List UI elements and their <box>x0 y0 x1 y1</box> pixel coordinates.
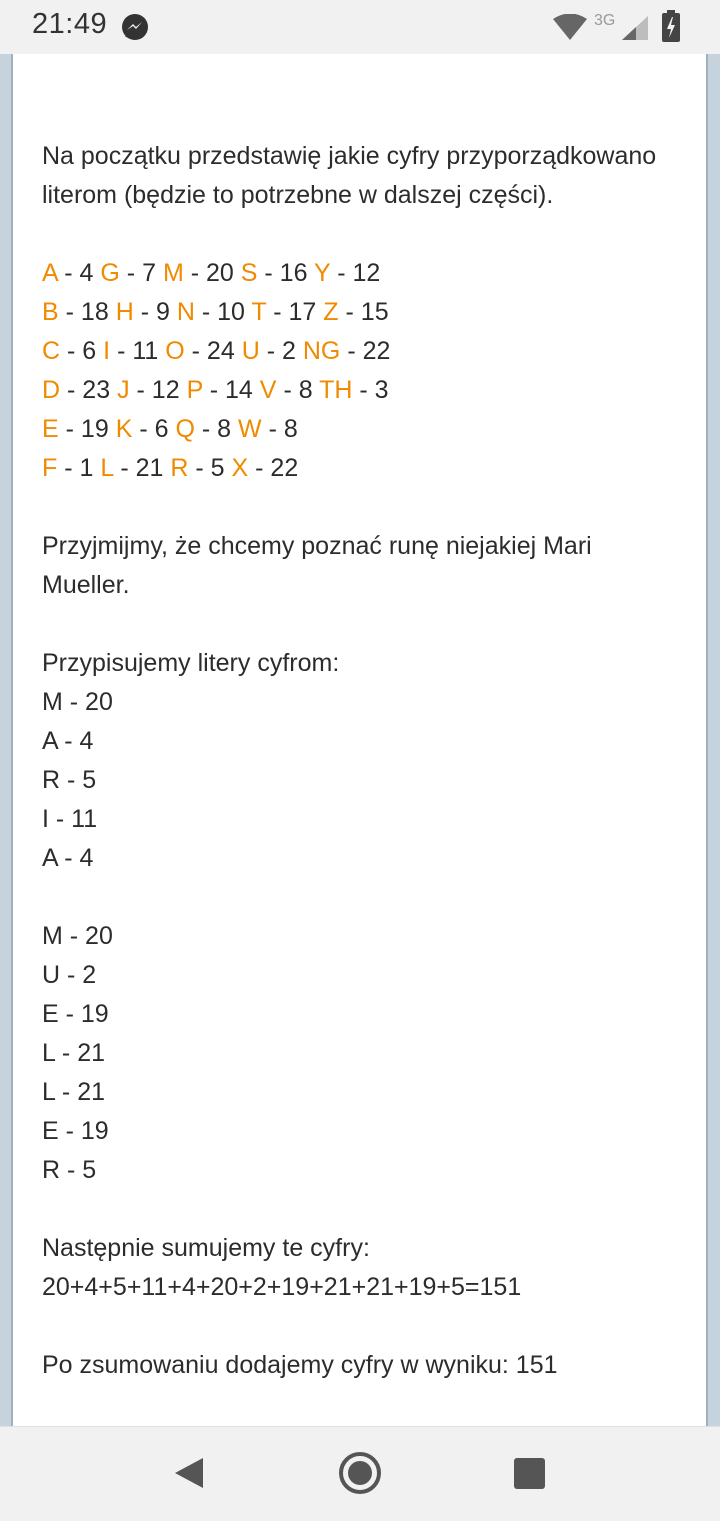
last-name-letter-line: U - 2 <box>42 961 97 989</box>
mapping-value: - 16 <box>264 259 308 287</box>
mapping-value: - 20 <box>190 259 234 287</box>
answer-content <box>42 137 682 1385</box>
mapping-letter: J <box>117 376 130 404</box>
assign-heading: Przypisujemy litery cyfrom: <box>42 649 340 677</box>
mapping-value: - 15 <box>345 298 389 326</box>
mapping-letter: A <box>42 259 58 287</box>
mapping-letter: P <box>186 376 203 404</box>
mapping-value: - 14 <box>209 376 253 404</box>
mapping-letter: Y <box>314 259 331 287</box>
mapping-letter: T <box>251 298 267 326</box>
sum-heading: Następnie sumujemy te cyfry: <box>42 1234 370 1262</box>
last-name-list <box>42 917 682 1190</box>
mapping-value: - 9 <box>140 298 170 326</box>
mapping-value: - 18 <box>65 298 109 326</box>
first-name-letter-line: A - 4 <box>42 844 94 872</box>
mapping-letter: I <box>103 337 111 365</box>
mapping-value: - 22 <box>255 454 299 482</box>
mapping-row <box>42 332 682 371</box>
network-type-label: 3G <box>594 12 616 29</box>
mapping-letter: F <box>42 454 58 482</box>
mapping-letter: V <box>259 376 277 404</box>
mapping-letter: B <box>42 298 59 326</box>
mapping-letter: L <box>100 454 114 482</box>
mapping-row <box>42 449 682 488</box>
sum-formula: 20+4+5+11+4+20+2+19+21+21+19+5=151 <box>42 1273 522 1301</box>
mapping-letter: O <box>165 337 185 365</box>
mapping-letter: NG <box>302 337 341 365</box>
wifi-icon <box>553 14 587 40</box>
mapping-letter: K <box>115 415 133 443</box>
first-name-list <box>42 683 682 878</box>
mapping-letter: Z <box>323 298 339 326</box>
example-paragraph: Przyjmijmy, że chcemy poznać runę niejakiej Mari Mueller. <box>42 532 592 599</box>
mapping-letter: N <box>176 298 195 326</box>
mapping-letter: R <box>170 454 189 482</box>
mapping-letter: W <box>238 415 262 443</box>
mapping-value: - 2 <box>266 337 296 365</box>
first-name-letter-line: A - 4 <box>42 727 94 755</box>
recent-apps-icon[interactable] <box>514 1458 545 1489</box>
status-bar <box>0 0 720 54</box>
last-name-letter-line: R - 5 <box>42 1156 97 1184</box>
first-name-letter-line: R - 5 <box>42 766 97 794</box>
mapping-letter: H <box>115 298 134 326</box>
mapping-letter: Q <box>175 415 195 443</box>
mapping-value: - 6 <box>139 415 169 443</box>
mapping-value: - 12 <box>136 376 180 404</box>
mapping-value: - 24 <box>191 337 235 365</box>
battery-charging-icon <box>662 10 680 42</box>
mapping-row <box>42 410 682 449</box>
mapping-value: - 10 <box>201 298 245 326</box>
mapping-value: - 8 <box>283 376 313 404</box>
back-icon[interactable] <box>173 1456 205 1490</box>
mapping-value: - 19 <box>65 415 109 443</box>
mapping-value: - 1 <box>64 454 94 482</box>
last-name-letter-line: L - 21 <box>42 1039 106 1067</box>
navigation-bar <box>0 1426 720 1521</box>
mapping-value: - 17 <box>273 298 317 326</box>
last-name-letter-line: M - 20 <box>42 922 113 950</box>
first-name-letter-line: I - 11 <box>42 805 98 833</box>
last-name-letter-line: E - 19 <box>42 1117 109 1145</box>
mapping-value: - 8 <box>201 415 232 443</box>
mapping-row <box>42 293 682 332</box>
mapping-letter: G <box>100 259 120 287</box>
mapping-letter: M <box>162 259 184 287</box>
mapping-letter: X <box>231 454 249 482</box>
intro-paragraph: Na początku przedstawię jakie cyfry przyporządkowano literom (będzie to potrzebne w dalszej części). <box>42 142 657 209</box>
mapping-value: - 3 <box>359 376 389 404</box>
last-name-letter-line: L - 21 <box>42 1078 106 1106</box>
status-time: 21:49 <box>32 8 108 40</box>
home-icon[interactable] <box>338 1451 382 1495</box>
mapping-value: - 22 <box>347 337 391 365</box>
signal-icon <box>622 16 648 40</box>
mapping-value: - 7 <box>126 259 156 287</box>
mapping-value: - 8 <box>268 415 298 443</box>
mapping-value: - 21 <box>120 454 164 482</box>
mapping-value: - 23 <box>67 376 111 404</box>
mapping-letter: S <box>240 259 258 287</box>
mapping-value: - 12 <box>337 259 381 287</box>
first-name-letter-line: M - 20 <box>42 688 113 716</box>
mapping-value: - 6 <box>67 337 97 365</box>
letter-number-mapping <box>42 254 682 488</box>
messenger-icon <box>120 13 150 43</box>
mapping-letter: E <box>42 415 59 443</box>
mapping-letter: C <box>42 337 61 365</box>
last-name-letter-line: E - 19 <box>42 1000 109 1028</box>
mapping-letter: U <box>241 337 260 365</box>
mapping-value: - 5 <box>195 454 225 482</box>
final-paragraph: Po zsumowaniu dodajemy cyfry w wyniku: 151 <box>42 1351 558 1379</box>
mapping-value: - 11 <box>117 337 159 365</box>
mapping-row <box>42 371 682 410</box>
mapping-row <box>42 254 682 293</box>
mapping-value: - 4 <box>64 259 94 287</box>
mapping-letter: D <box>42 376 61 404</box>
mapping-letter: TH <box>319 376 353 404</box>
